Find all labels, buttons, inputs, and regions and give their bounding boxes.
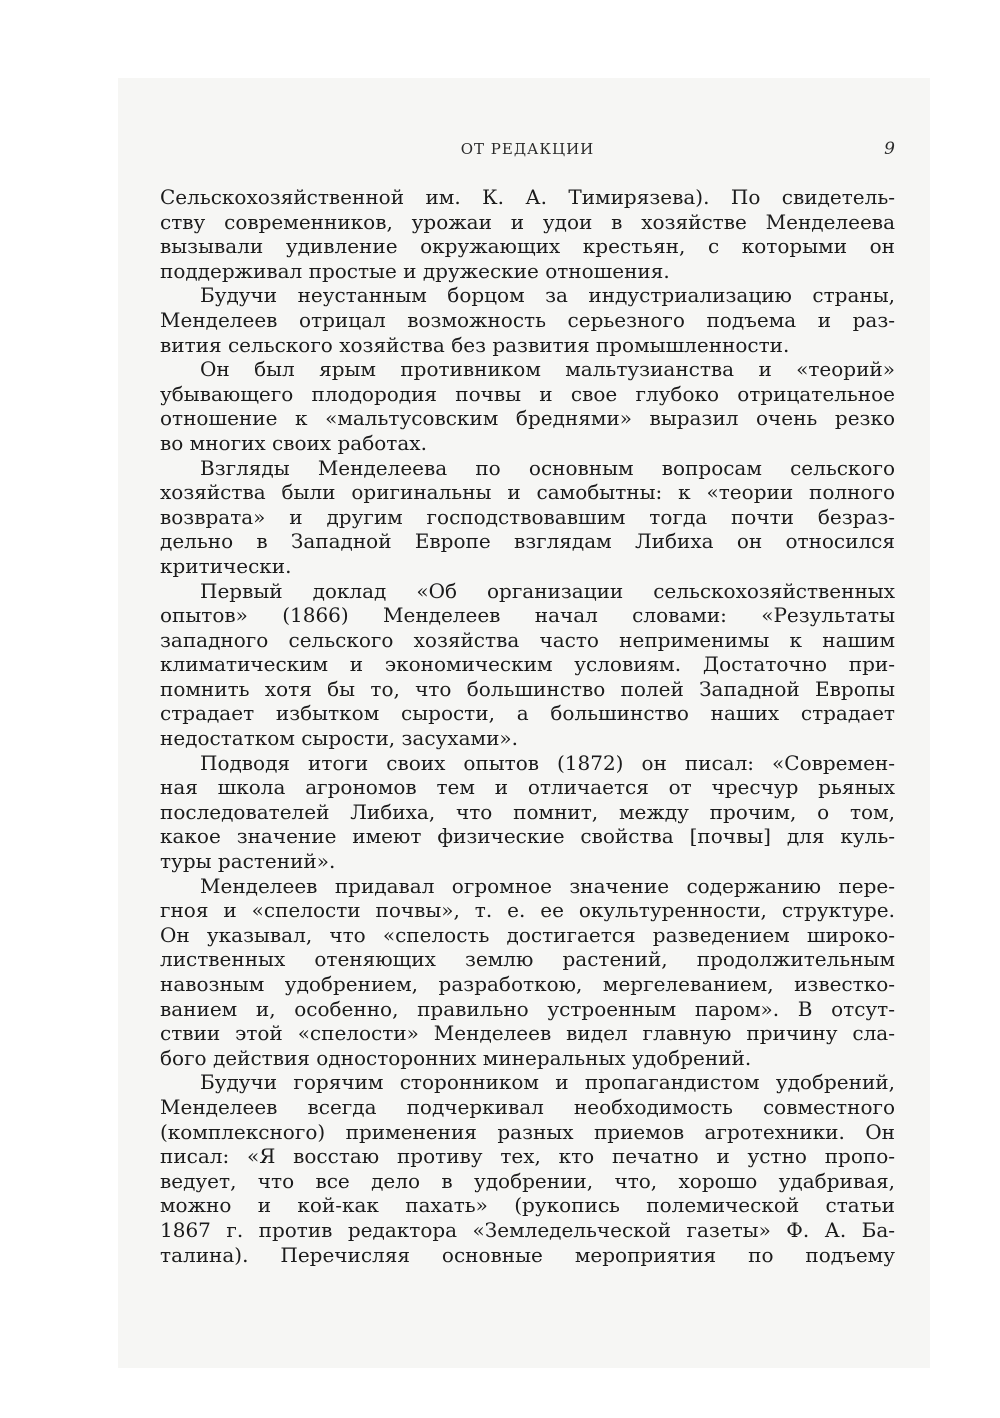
text-line: 1867 г. против редактора «Земледельческой газеты» Ф. А. Ба-	[160, 1217, 895, 1242]
paragraph	[160, 357, 895, 455]
text-line: какое значение имеют физические свойства [почвы] для куль-	[160, 824, 895, 849]
text-line: ведует, что все дело в удобрении, что, хорошо удабривая,	[160, 1168, 895, 1193]
text-line: ванием и, особенно, правильно устроенным паром». В отсут-	[160, 996, 895, 1021]
text-line: Будучи неустанным борцом за индустриализацию страны,	[200, 283, 895, 308]
text-line: критически.	[160, 553, 292, 578]
text-line: последователей Либиха, что помнит, между прочим, о том,	[160, 799, 895, 824]
running-head	[160, 140, 895, 162]
running-title: ОТ РЕДАКЦИИ	[460, 140, 595, 158]
body-text	[160, 185, 895, 1267]
text-line: поддерживал простые и дружеские отношения.	[160, 258, 670, 283]
text-line: Он был ярым противником мальтузианства и «теорий»	[200, 357, 895, 382]
text-line: климатическим и экономическим условиям. Достаточно при-	[160, 652, 895, 677]
text-line: Взгляды Менделеева по основным вопросам сельского	[200, 455, 895, 480]
text-line: хозяйства были оригинальны и самобытны: к «теории полного	[160, 480, 895, 505]
text-line: вызывали удивление окружающих крестьян, с которыми он	[160, 234, 895, 259]
text-line: Менделеев придавал огромное значение содержанию пере-	[200, 873, 895, 898]
text-line: писал: «Я восстаю противу тех, кто печатно и устно пропо-	[160, 1144, 895, 1169]
text-line: Менделеев всегда подчеркивал необходимость совместного	[160, 1094, 895, 1119]
text-line: Подводя итоги своих опытов (1872) он писал: «Современ-	[200, 750, 895, 775]
text-line: страдает избытком сырости, а большинство наших страдает	[160, 701, 895, 726]
text-line: (комплексного) применения разных приемов агротехники. Он	[160, 1119, 895, 1144]
page-number: 9	[884, 139, 895, 159]
text-line: ству современников, урожаи и удои в хозяйстве Менделеева	[160, 209, 895, 234]
paragraph	[160, 1070, 895, 1267]
text-line: Первый доклад «Об организации сельскохозяйственных	[200, 578, 895, 603]
text-line: Будучи горячим сторонником и пропагандистом удобрений,	[200, 1070, 895, 1095]
text-line: Сельскохозяйственной им. К. А. Тимирязева). По свидетель-	[160, 185, 895, 209]
text-line: опытов» (1866) Менделеев начал словами: «Результаты	[160, 603, 895, 628]
text-line: во многих своих работах.	[160, 430, 427, 455]
paragraph	[160, 579, 895, 751]
text-line: возврата» и другим господствовавшим тогда почти безраз-	[160, 504, 895, 529]
paragraph	[160, 874, 895, 1071]
text-line: бого действия односторонних минеральных удобрений.	[160, 1045, 752, 1070]
text-line: ная школа агрономов тем и отличается от чресчур рьяных	[160, 775, 895, 800]
paragraph	[160, 185, 895, 283]
paragraph	[160, 751, 895, 874]
text-line: недостатком сырости, засухами».	[160, 726, 518, 751]
text-line: дельно в Западной Европе взглядам Либиха он относился	[160, 529, 895, 554]
text-line: лиственных отеняющих землю растений, продолжительным	[160, 947, 895, 972]
paragraph	[160, 283, 895, 357]
text-line: западного сельского хозяйства часто неприменимы к нашим	[160, 627, 895, 652]
text-line: талина). Перечисляя основные мероприятия по подъему	[160, 1242, 895, 1267]
text-line: гноя и «спелости почвы», т. е. ее окультуренности, структуре.	[160, 898, 895, 923]
paragraph	[160, 456, 895, 579]
text-line: туры растений».	[160, 849, 336, 874]
text-line: Менделеев отрицал возможность серьезного подъема и раз-	[160, 307, 895, 332]
text-line: отношение к «мальтусовским бреднями» выразил очень резко	[160, 406, 895, 431]
text-line: убывающего плодородия почвы и свое глубоко отрицательное	[160, 381, 895, 406]
text-line: вития сельского хозяйства без развития промышленности.	[160, 332, 790, 357]
text-line: можно и кой-как пахать» (рукопись полемической статьи	[160, 1193, 895, 1218]
text-line: Он указывал, что «спелость достигается разведением широко-	[160, 922, 895, 947]
text-line: навозным удобрением, разработкою, мергелеванием, известко-	[160, 972, 895, 996]
text-line: помнить хотя бы то, что большинство полей Западной Европы	[160, 676, 895, 701]
text-line: ствии этой «спелости» Менделеев видел главную причину сла-	[160, 1021, 895, 1046]
